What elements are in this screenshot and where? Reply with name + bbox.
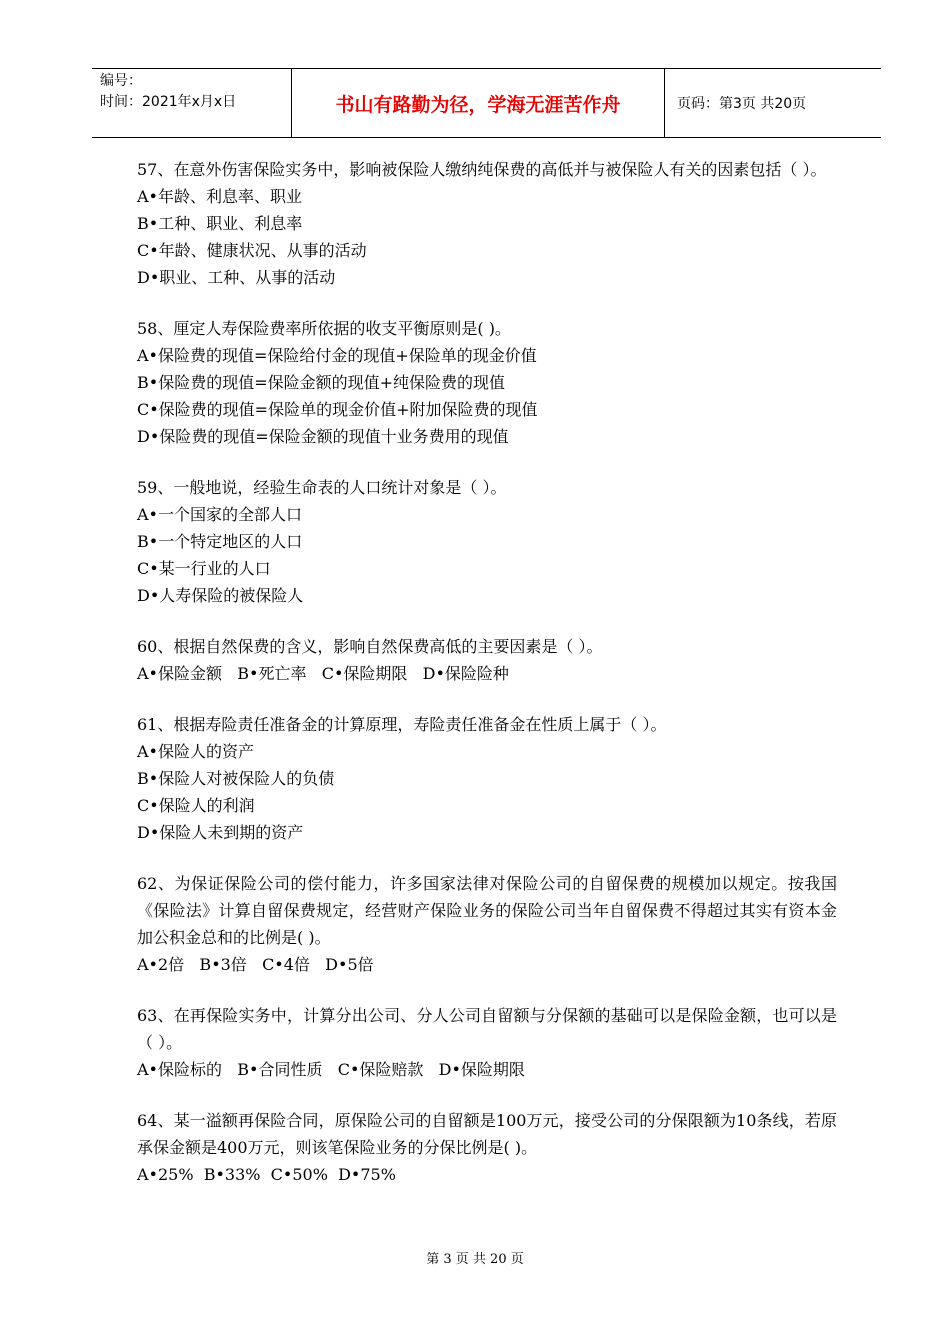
question-58 bbox=[137, 315, 837, 450]
question-option: A•25% B•33% C•50% D•75% bbox=[137, 1165, 396, 1184]
question-59 bbox=[137, 474, 837, 609]
question-option: A•年龄、利息率、职业 bbox=[137, 187, 302, 206]
question-option: D•职业、工种、从事的活动 bbox=[137, 268, 336, 287]
header-slogan: 书山有路勤为径，学海无涯苦作舟 bbox=[292, 69, 665, 137]
question-stem: 60、根据自然保费的含义，影响自然保费高低的主要因素是（ ）。 bbox=[137, 637, 603, 656]
question-61 bbox=[137, 711, 837, 846]
question-64 bbox=[137, 1107, 837, 1188]
question-option: D•保险费的现值=保险金额的现值十业务费用的现值 bbox=[137, 427, 509, 446]
question-option: A•2倍 B•3倍 C•4倍 D•5倍 bbox=[137, 955, 374, 974]
header-page-label: 页码：第3页 共20页 bbox=[677, 96, 807, 112]
question-stem: 64、某一溢额再保险合同，原保险公司的自留额是100万元，接受公司的分保限额为10条线，若原承保金额是400万元，则该笔保险业务的分保比例是( )。 bbox=[137, 1111, 837, 1157]
header-meta bbox=[92, 69, 292, 137]
question-list bbox=[137, 156, 837, 1212]
question-62 bbox=[137, 870, 837, 978]
question-option: A•保险标的 B•合同性质 C•保险赔款 D•保险期限 bbox=[137, 1060, 525, 1079]
header-time-label: 时间：2021年x月x日 bbox=[100, 94, 237, 110]
question-option: A•保险人的资产 bbox=[137, 742, 254, 761]
question-60 bbox=[137, 633, 837, 687]
question-57 bbox=[137, 156, 837, 291]
question-option: C•保险费的现值=保险单的现金价值+附加保险费的现值 bbox=[137, 400, 538, 419]
question-stem: 62、为保证保险公司的偿付能力，许多国家法律对保险公司的自留保费的规模加以规定。按我国《保险法》计算自留保费规定，经营财产保险业务的保险公司当年自留保费不得超过其实有资本金加公积金总和的比例是( )。 bbox=[137, 874, 837, 947]
question-option: A•一个国家的全部人口 bbox=[137, 505, 302, 524]
question-stem: 59、一般地说，经验生命表的人口统计对象是（ ）。 bbox=[137, 478, 507, 497]
question-option: C•保险人的利润 bbox=[137, 796, 255, 815]
question-option: B•保险人对被保险人的负债 bbox=[137, 769, 335, 788]
question-63 bbox=[137, 1002, 837, 1083]
question-stem: 58、厘定人寿保险费率所依据的收支平衡原则是( )。 bbox=[137, 319, 511, 338]
question-stem: 61、根据寿险责任准备金的计算原理，寿险责任准备金在性质上属于（ ）。 bbox=[137, 715, 667, 734]
question-option: A•保险金额 B•死亡率 C•保险期限 D•保险险种 bbox=[137, 664, 509, 683]
page-footer: 第 3 页 共 20 页 bbox=[426, 1252, 524, 1267]
question-option: B•保险费的现值=保险金额的现值+纯保险费的现值 bbox=[137, 373, 506, 392]
question-option: D•保险人未到期的资产 bbox=[137, 823, 304, 842]
question-stem: 57、在意外伤害保险实务中，影响被保险人缴纳纯保费的高低并与被保险人有关的因素包括（ ）。 bbox=[137, 160, 827, 179]
question-option: D•人寿保险的被保险人 bbox=[137, 586, 304, 605]
header-number-label: 编号： bbox=[100, 73, 142, 89]
question-option: C•年龄、健康状况、从事的活动 bbox=[137, 241, 367, 260]
question-option: B•工种、职业、利息率 bbox=[137, 214, 303, 233]
question-option: C•某一行业的人口 bbox=[137, 559, 271, 578]
question-stem: 63、在再保险实务中，计算分出公司、分人公司自留额与分保额的基础可以是保险金额，也可以是（ ）。 bbox=[137, 1006, 837, 1052]
page-header bbox=[92, 68, 881, 138]
question-option: A•保险费的现值=保险给付金的现值+保险单的现金价值 bbox=[137, 346, 537, 365]
question-option: B•一个特定地区的人口 bbox=[137, 532, 303, 551]
